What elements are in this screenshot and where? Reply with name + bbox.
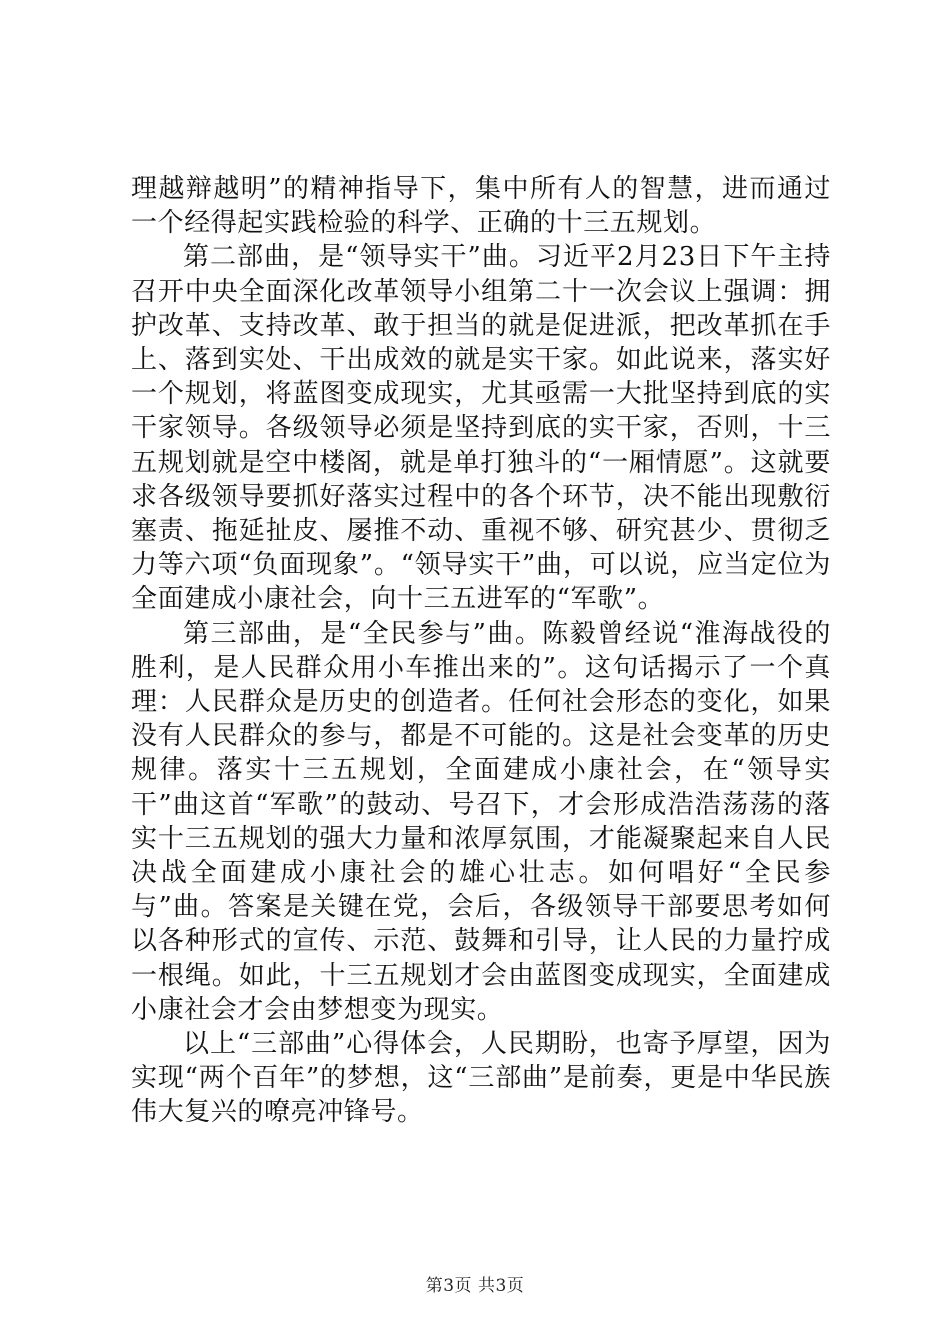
- paragraph-second-movement: 第二部曲，是“领导实干”曲。习近平2月23日下午主持召开中央全面深化改革领导小组第二十一次会议上强调：拥护改革、支持改革、敢于担当的就是促进派，把改革抓在手上、落到实处、干出成效的就是实干家。如此说来，落实好一个规划，将蓝图变成现实，尤其亟需一大批坚持到底的实干家领导。各级领导必须是坚持到底的实干家，否则，十三五规划就是空中楼阁，就是单打独斗的“一厢情愿”。这就要求各级领导要抓好落实过程中的各个环节，决不能出现敷衍塞责、拖延扯皮、屡推不动、重视不够、研究甚少、贯彻乏力等六项“负面现象”。“领导实干”曲，可以说，应当定位为全面建成小康社会，向十三五进军的“军歌”。: [131, 242, 831, 615]
- page-number-footer: 第3页 共3页: [425, 1276, 525, 1296]
- paragraph-conclusion: 以上“三部曲”心得体会，人民期盼，也寄予厚望，因为实现“两个百年”的梦想，这“三部曲”是前奏，更是中华民族伟大复兴的嘹亮冲锋号。: [131, 1029, 831, 1128]
- paragraph-third-movement: 第三部曲，是“全民参与”曲。陈毅曾经说“淮海战役的胜利，是人民群众用小车推出来的”。这句话揭示了一个真理：人民群众是历史的创造者。任何社会形态的变化，如果没有人民群众的参与，都是不可能的。这是社会变革的历史规律。落实十三五规划，全面建成小康社会，在“领导实干”曲这首“军歌”的鼓动、号召下，才会形成浩浩荡荡的落实十三五规划的强大力量和浓厚氛围，才能凝聚起来自人民决战全面建成小康社会的雄心壮志。如何唱好“全民参与”曲。答案是关键在党，会后，各级领导干部要思考如何以各种形式的宣传、示范、鼓舞和引导，让人民的力量拧成一根绳。如此，十三五规划才会由蓝图变成现实，全面建成小康社会才会由梦想变为现实。: [131, 618, 831, 1025]
- paragraph-continuation: 理越辩越明”的精神指导下，集中所有人的智慧，进而通过一个经得起实践检验的科学、正确的十三五规划。: [131, 174, 831, 239]
- body-text: [131, 172, 831, 1130]
